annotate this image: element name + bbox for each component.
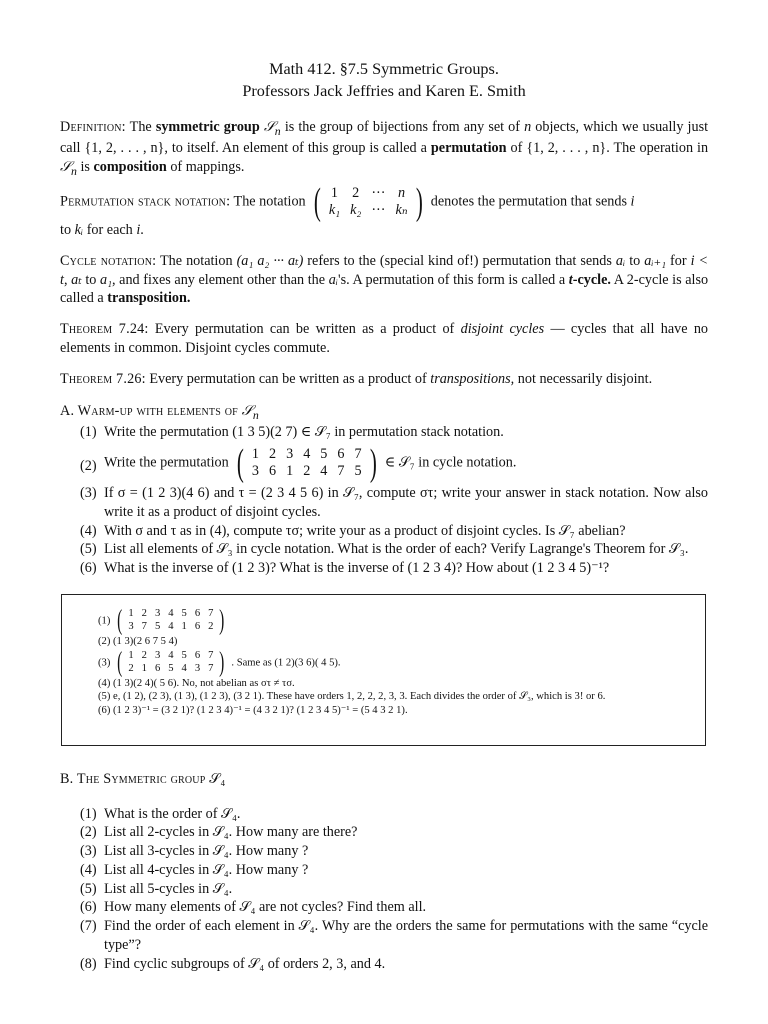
left-paren: ( [117,605,123,636]
math-at: aₜ [71,271,82,288]
item-text: If σ = (1 2 3)(4 6) and τ = (2 3 4 5 6) in 𝒮₇, compute στ; write your answer in stack notation. Now also write it as a product of disjoint cycles. [104,485,708,520]
section-b [60,770,708,973]
cell: 1 [128,649,134,661]
section-a [60,402,708,578]
text: of [510,140,523,157]
cell: 2 [128,662,134,674]
cell: 4 [320,463,328,480]
title-line-1: Math 412. §7.5 Symmetric Groups. [269,60,499,78]
term-symmetric-group: symmetric group [155,119,260,135]
answer-row [98,646,691,678]
list-item [60,442,708,485]
section-b-list [60,805,708,974]
cell: 6 [154,662,161,674]
math-s: 𝒮 [60,159,71,176]
text: to [629,253,641,269]
stack-matrix [115,607,227,635]
list-item [60,423,708,442]
list-item [60,805,708,824]
stack-matrix [234,442,379,485]
item-text: List all 3-cycles in 𝒮₄. How many ? [104,843,309,860]
item-text: Write the permutation [104,454,229,471]
math-s: 𝒮 [263,119,275,135]
stack-notation-label: Permutation stack notation: [60,193,231,210]
cell: 5 [181,608,187,620]
cell: 2 [269,446,277,463]
definition-paragraph [60,118,708,180]
stack-matrix [115,646,227,678]
item-number: (1) [80,805,97,822]
right-paren: ) [219,605,225,636]
math-ai: aᵢ [615,253,626,269]
cell: 2 [141,649,147,661]
stack-matrix [311,183,425,221]
math-sub: n [274,123,281,138]
math-a1: a₁ [99,271,112,288]
answer-text: . Same as (1 2)(3 6)( 4 5). [231,656,341,668]
item-text: Find the order of each element in 𝒮₄. Why are the orders the same for permutations with the same “cycle type”? [104,918,708,953]
list-item [60,898,708,917]
cell: 7 [208,662,214,674]
cell: 5 [181,649,187,661]
text: A 2-cycle is also called a [60,271,709,307]
cell: 2 [303,463,311,480]
item-number: (4) [80,861,97,878]
cell: 1 [251,446,260,463]
cell: 5 [154,621,161,632]
cell: 7 [208,608,214,620]
list-item [60,955,708,974]
answers-box [61,594,706,746]
answer-row: (5) e, (1 2), (2 3), (1 3), (1 2 3), (3 2 1). These have orders 1, 2, 2, 2, 3, 3. Each divides the order of 𝒮₃, which is 3! or 6. [98,691,606,703]
stack-table [124,608,217,633]
left-paren: ( [314,181,322,223]
math-n: n [524,119,532,135]
section-a-list [60,423,708,577]
item-number: (5) [80,541,97,558]
stack-table [124,650,217,675]
math-i: i [136,222,141,238]
cell: 3 [286,446,294,463]
item-text: List all 5-cycles in 𝒮₄. [104,880,233,897]
item-number: (4) [80,522,97,539]
math-sn [241,403,259,422]
cell: 1 [141,662,147,674]
left-paren: ( [117,646,123,678]
item-number: (6) [80,899,97,916]
list-item [60,484,708,521]
math-cycle: (a₁ a₂ ··· aₜ) [236,253,304,269]
cell: 2 [352,184,360,201]
cell: 2 [141,608,147,620]
theorem-7-26 [60,370,708,389]
cell: k₂ [350,202,362,218]
item-number: (5) [80,880,97,897]
math-cond: i < t [60,253,709,288]
cell: ··· [371,202,386,218]
cell: 3 [154,649,161,661]
cell: 1 [330,184,339,201]
answer-number: (3) [98,656,111,668]
stack-table [247,446,367,480]
cell: 3 [128,621,134,632]
math-t: t [568,271,573,288]
cell: k₁ [328,202,341,218]
cell: 6 [194,608,201,620]
math-ai1: aᵢ₊₁ [644,253,667,269]
item-text: With σ and τ as in (4), compute τσ; write your as a product of disjoint cycles. Is 𝒮₇ abelian? [104,522,626,539]
term-permutation: permutation [430,140,507,157]
answer-number: (1) [98,615,111,627]
cell: 2 [208,621,214,632]
answer-row [98,607,691,635]
cell: kₙ [395,202,408,218]
math-i: i [630,193,635,210]
item-number: (2) [80,824,97,841]
text: , [63,271,68,288]
list-item [60,540,708,559]
cell: 4 [303,446,311,463]
math-sub: n [252,407,259,422]
cell: 3 [194,662,201,674]
cell: 7 [337,463,345,480]
cell: 1 [128,608,134,620]
cell: 3 [154,608,161,620]
text: , to itself. An element of this group is called a [164,140,427,157]
term-composition: composition [93,159,167,176]
cell: 5 [354,463,362,480]
emphasis: disjoint cycles [460,321,545,337]
text: — cycles that all have no elements in common. Disjoint cycles commute. [60,321,709,356]
item-number: (1) [80,424,97,441]
text: Every permutation can be written as a product of [149,371,427,387]
page-title [0,58,768,103]
text: for each [86,222,133,238]
list-item [60,880,708,899]
list-item [60,842,708,861]
cell: 3 [251,463,260,480]
item-text: List all 4-cycles in 𝒮₄. How many ? [104,861,309,878]
item-number: (7) [80,918,97,935]
math-ki: kᵢ [74,222,84,238]
item-text: List all 2-cycles in 𝒮₄. How many are there? [104,824,358,841]
cell: n [398,184,406,201]
math-set: {1, 2, . . . , n} [526,140,607,157]
math-sn [60,159,77,178]
title-line-2: Professors Jack Jeffries and Karen E. Smith [242,82,526,101]
answer-row: (2) (1 3)(2 6 7 5 4) [98,636,178,647]
cell: 6 [194,649,201,661]
text: of mappings. [170,159,245,176]
cell: 4 [168,621,174,632]
text: is the group of bijections from any set of [284,119,520,135]
right-paren: ) [415,181,423,223]
item-number: (6) [80,560,97,577]
text: denotes the permutation that sends [430,193,627,210]
theorem-7-24 [60,320,708,357]
item-number: (3) [80,843,97,860]
stack-table [324,185,413,219]
item-text: List all elements of 𝒮₃ in cycle notation. What is the order of each? Verify Lagrange's Theorem for 𝒮₃. [104,541,689,558]
stack-notation-paragraph [60,183,708,240]
text: refers to the (special kind of!) permutation that sends [307,253,612,269]
math-sub: n [70,164,77,178]
answer-row: (6) (1 2 3)⁻¹ = (3 2 1)? (1 2 3 4)⁻¹ = (4 3 2 1)? (1 2 3 4 5)⁻¹ = (5 4 3 2 1). [98,704,408,716]
text: , and fixes any element other than the [112,271,326,288]
heading-text: A. Warm-up with elements of [60,403,238,419]
text: . The operation in [606,140,709,157]
text: not necessarily disjoint. [517,371,653,387]
item-text: ∈ 𝒮₇ in cycle notation. [384,454,517,471]
math-ai: aᵢ [328,271,339,288]
theorem-label: Theorem 7.26: [60,371,146,387]
cell: 4 [181,662,187,674]
cell: 5 [320,446,328,463]
item-text: Find cyclic subgroups of 𝒮₄ of orders 2, 3, and 4. [104,955,386,972]
cell: 7 [141,621,147,632]
cell: 4 [168,608,174,620]
emphasis: transpositions, [430,371,515,387]
text: Every permutation can be written as a product of [154,321,455,337]
text: to [60,222,72,238]
cell: 6 [269,463,277,480]
cell: 7 [354,446,362,463]
math-s: 𝒮 [241,403,253,419]
cell: 7 [208,649,214,661]
math-set: {1, 2, . . . , n} [84,140,165,157]
right-paren: ) [369,442,377,485]
term-transposition: transposition. [107,290,191,307]
text: The notation [233,193,306,210]
list-item [60,861,708,880]
text: 's. A permutation of this form is called a [338,271,566,288]
text: The notation [160,253,233,269]
cell: 5 [168,662,174,674]
cell: 1 [286,463,294,480]
cell: 6 [337,446,345,463]
right-paren: ) [219,646,225,678]
term-t-cycle [569,272,611,288]
item-number: (3) [80,485,97,502]
cell: 1 [181,621,187,632]
item-text: How many elements of 𝒮₄ are not cycles? Find them all. [104,899,427,916]
section-b-heading: B. The Symmetric group 𝒮₄ [60,771,226,787]
cell: ··· [371,184,386,201]
cell: 6 [194,621,201,632]
text: -cycle. [572,271,611,288]
item-number: (2) [80,458,97,475]
cycle-notation-label: Cycle notation: [60,253,157,269]
text: is [80,159,90,176]
text: to [85,271,97,288]
cycle-notation-paragraph [60,252,708,308]
item-text: Write the permutation (1 3 5)(2 7) ∈ 𝒮₇ in permutation stack notation. [104,424,504,441]
item-text: What is the order of 𝒮₄. [104,805,241,822]
item-text: What is the inverse of (1 2 3)? What is the inverse of (1 2 3 4)? How about (1 2 3 4 5)⁻¹? [104,560,610,577]
definition-label: Definition: [60,119,126,135]
list-item [60,823,708,842]
text: for [670,253,687,269]
list-item [60,522,708,541]
answer-row: (4) (1 3)(2 4)( 5 6). No, not abelian as στ ≠ τσ. [98,677,295,689]
list-item [60,917,708,954]
theorem-label: Theorem 7.24: [60,321,149,337]
text: objects, which we usually just call [60,119,709,157]
section-a-heading [60,402,708,423]
math-sn [263,119,281,138]
left-paren: ( [237,442,245,485]
text: . [140,222,144,238]
cell: 4 [168,649,174,661]
list-item [60,559,708,578]
item-number: (8) [80,955,97,972]
text: The [129,119,152,135]
